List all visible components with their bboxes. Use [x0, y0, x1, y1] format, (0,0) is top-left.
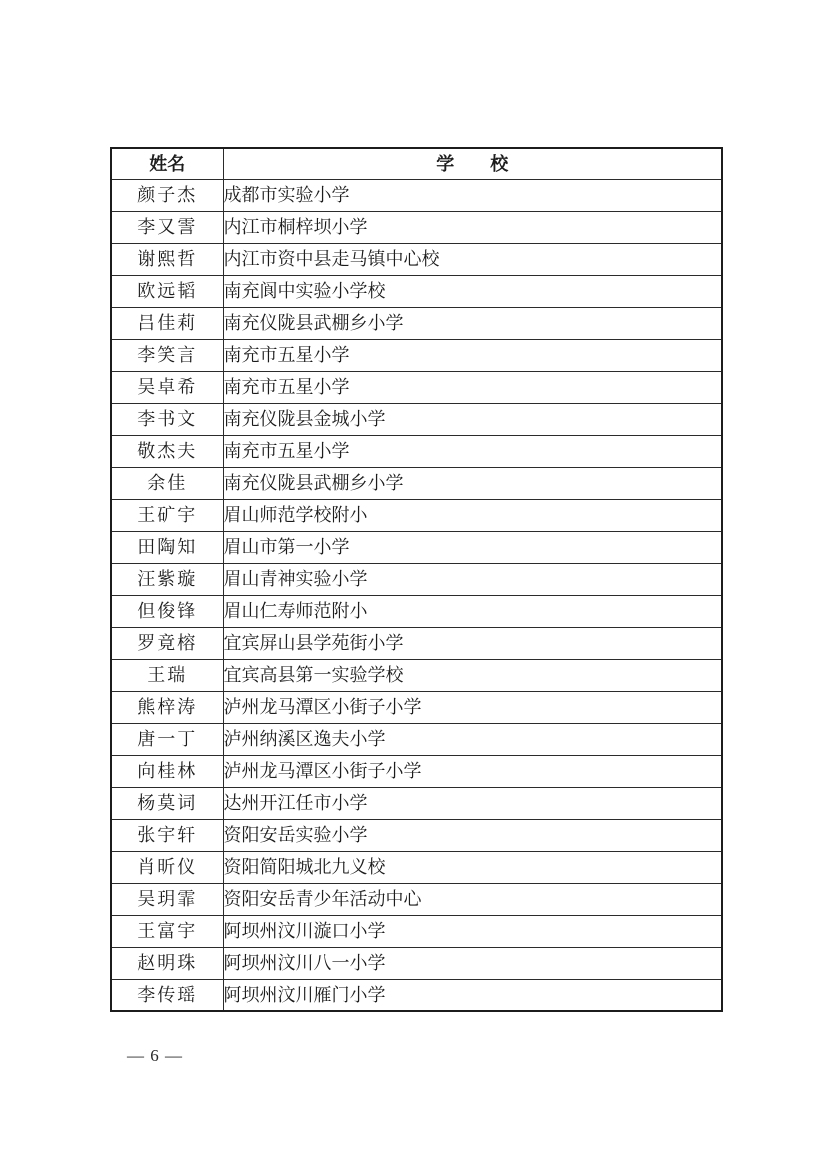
page-number: — 6 —: [127, 1046, 183, 1065]
name-cell: 王瑞: [111, 659, 223, 691]
school-cell: 资阳简阳城北九义校: [223, 851, 722, 883]
name-column-header: 姓名: [111, 148, 223, 179]
school-cell: 阿坝州汶川漩口小学: [223, 915, 722, 947]
table-row: [111, 211, 722, 243]
table-row: [111, 403, 722, 435]
table-row: [111, 467, 722, 499]
school-cell: 眉山师范学校附小: [223, 499, 722, 531]
table-row: [111, 371, 722, 403]
name-cell: 罗竟榕: [111, 627, 223, 659]
table-row: [111, 627, 722, 659]
table-row: [111, 563, 722, 595]
name-cell: 赵明珠: [111, 947, 223, 979]
school-cell: 内江市桐梓坝小学: [223, 211, 722, 243]
table-row: [111, 435, 722, 467]
table-row: [111, 659, 722, 691]
school-cell: 南充阆中实验小学校: [223, 275, 722, 307]
name-cell: 李传瑶: [111, 979, 223, 1011]
school-cell: 阿坝州汶川八一小学: [223, 947, 722, 979]
header-row: [111, 148, 722, 179]
school-cell: 资阳安岳实验小学: [223, 819, 722, 851]
name-cell: 颜子杰: [111, 179, 223, 211]
roster-table-head: [111, 148, 722, 179]
name-cell: 李书文: [111, 403, 223, 435]
school-cell: 南充市五星小学: [223, 339, 722, 371]
table-row: [111, 179, 722, 211]
school-cell: 眉山仁寿师范附小: [223, 595, 722, 627]
school-cell: 泸州纳溪区逸夫小学: [223, 723, 722, 755]
school-cell: 南充仪陇县金城小学: [223, 403, 722, 435]
table-row: [111, 243, 722, 275]
name-cell: 吕佳莉: [111, 307, 223, 339]
school-cell: 眉山市第一小学: [223, 531, 722, 563]
name-cell: 谢熙哲: [111, 243, 223, 275]
name-cell: 李又霅: [111, 211, 223, 243]
table-row: [111, 819, 722, 851]
name-cell: 肖昕仪: [111, 851, 223, 883]
name-cell: 余佳: [111, 467, 223, 499]
table-row: [111, 691, 722, 723]
name-cell: 敬杰夫: [111, 435, 223, 467]
table-row: [111, 339, 722, 371]
school-cell: 内江市资中县走马镇中心校: [223, 243, 722, 275]
table-row: [111, 499, 722, 531]
roster-table: [110, 147, 723, 1012]
school-cell: 南充市五星小学: [223, 371, 722, 403]
name-cell: 欧远韬: [111, 275, 223, 307]
school-cell: 泸州龙马潭区小街子小学: [223, 755, 722, 787]
school-cell: 南充仪陇县武棚乡小学: [223, 307, 722, 339]
school-cell: 南充仪陇县武棚乡小学: [223, 467, 722, 499]
school-column-header: 学 校: [223, 148, 722, 179]
roster-table-body: [111, 179, 722, 1011]
table-row: [111, 531, 722, 563]
name-cell: 熊梓涛: [111, 691, 223, 723]
table-row: [111, 883, 722, 915]
name-cell: 但俊锋: [111, 595, 223, 627]
name-cell: 王矿宇: [111, 499, 223, 531]
table-row: [111, 723, 722, 755]
name-cell: 汪紫璇: [111, 563, 223, 595]
name-cell: 田陶知: [111, 531, 223, 563]
name-cell: 李笑言: [111, 339, 223, 371]
school-cell: 宜宾高县第一实验学校: [223, 659, 722, 691]
name-cell: 向桂林: [111, 755, 223, 787]
school-cell: 眉山青神实验小学: [223, 563, 722, 595]
school-cell: 成都市实验小学: [223, 179, 722, 211]
name-cell: 张宇轩: [111, 819, 223, 851]
name-cell: 王富宇: [111, 915, 223, 947]
name-cell: 唐一丁: [111, 723, 223, 755]
name-cell: 吴玥霏: [111, 883, 223, 915]
school-cell: 泸州龙马潭区小街子小学: [223, 691, 722, 723]
name-cell: 杨莫词: [111, 787, 223, 819]
table-row: [111, 851, 722, 883]
school-cell: 达州开江任市小学: [223, 787, 722, 819]
table-row: [111, 979, 722, 1011]
school-cell: 宜宾屏山县学苑街小学: [223, 627, 722, 659]
table-row: [111, 915, 722, 947]
table-row: [111, 275, 722, 307]
table-row: [111, 307, 722, 339]
school-cell: 南充市五星小学: [223, 435, 722, 467]
table-row: [111, 755, 722, 787]
school-cell: 阿坝州汶川雁门小学: [223, 979, 722, 1011]
school-cell: 资阳安岳青少年活动中心: [223, 883, 722, 915]
table-row: [111, 787, 722, 819]
name-cell: 吴卓希: [111, 371, 223, 403]
table-row: [111, 947, 722, 979]
table-row: [111, 595, 722, 627]
